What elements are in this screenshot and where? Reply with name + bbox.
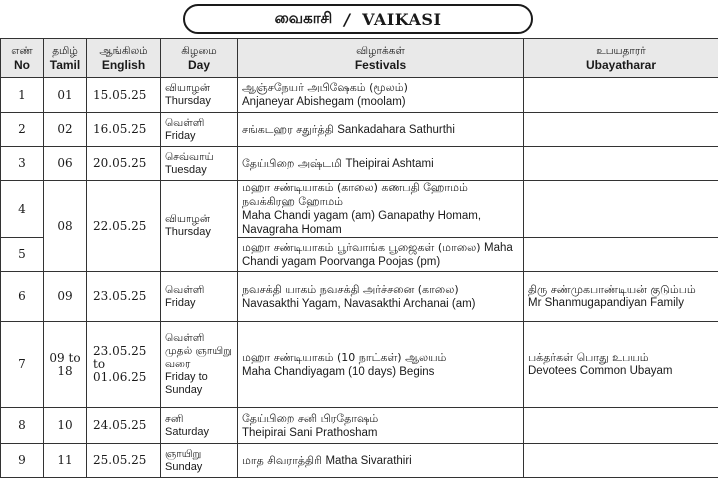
cell-ubayatharar <box>524 113 718 147</box>
cell-english-date: 20.05.25 <box>87 147 161 181</box>
cell-english-date: 16.05.25 <box>87 113 161 147</box>
table-row <box>1 444 718 478</box>
cell-ubayatharar <box>524 238 718 272</box>
title-separator: / <box>344 10 350 29</box>
cell-festival: தேய்பிறை அஷ்டமி Theipirai Ashtami <box>238 147 524 181</box>
cell-ubayatharar <box>524 408 718 444</box>
table-row <box>1 113 718 147</box>
cell-no: 5 <box>1 238 44 272</box>
cell-festival: மஹா சண்டியாகம் (10 நாட்கள்) ஆலயம் Maha Chandiyagam (10 days) Begins <box>238 322 524 408</box>
cell-ubayatharar <box>524 444 718 478</box>
cell-tamil-date: 06 <box>44 147 87 181</box>
cell-english-date: 24.05.25 <box>87 408 161 444</box>
header-english: ஆங்கிலம் English <box>87 39 161 78</box>
cell-ubayatharar <box>524 147 718 181</box>
cell-english-date: 22.05.25 <box>87 181 161 272</box>
cell-festival: நவசக்தி யாகம் நவசக்தி அர்ச்சனை (காலை) Navasakthi Yagam, Navasakthi Archanai (am) <box>238 272 524 322</box>
cell-no: 9 <box>1 444 44 478</box>
cell-no: 1 <box>1 78 44 113</box>
cell-no: 6 <box>1 272 44 322</box>
title-english: VAIKASI <box>362 10 441 29</box>
cell-ubayatharar <box>524 181 718 238</box>
cell-festival: மாத சிவராத்திரி Matha Sivarathiri <box>238 444 524 478</box>
cell-tamil-date: 11 <box>44 444 87 478</box>
month-title-banner <box>183 4 533 34</box>
cell-ubayatharar: திரு சண்முகபாண்டியன் குடும்பம் Mr Shanmugapandiyan Family <box>524 272 718 322</box>
cell-tamil-date: 10 <box>44 408 87 444</box>
header-ubayatharar: உபயதாரர் Ubayatharar <box>524 39 718 78</box>
cell-no: 8 <box>1 408 44 444</box>
header-day: கிழமை Day <box>161 39 238 78</box>
cell-tamil-date: 01 <box>44 78 87 113</box>
cell-ubayatharar: பக்தர்கள் பொது உபயம் Devotees Common Ubayam <box>524 322 718 408</box>
table-header-row <box>1 39 718 78</box>
table-row <box>1 272 718 322</box>
table-row <box>1 408 718 444</box>
cell-tamil-date: 09 <box>44 272 87 322</box>
cell-festival: சங்கடஹர சதுர்த்தி Sankadahara Sathurthi <box>238 113 524 147</box>
cell-tamil-date: 08 <box>44 181 87 272</box>
cell-day: ஞாயிறு Sunday <box>161 444 238 478</box>
cell-no: 2 <box>1 113 44 147</box>
cell-festival: தேய்பிறை சனி பிரதோஷம் Theipirai Sani Prathosham <box>238 408 524 444</box>
cell-festival: மஹா சண்டியாகம் (காலை) கணபதி ஹோமம் நவக்கிரஹ ஹோமம் Maha Chandi yagam (am) Ganapathy Homam, Navagraha Homam <box>238 181 524 238</box>
cell-festival: ஆஞ்சநேயர் அபிஷேகம் (மூலம்) Anjaneyar Abishegam (moolam) <box>238 78 524 113</box>
title-tamil: வைகாசி <box>275 9 333 29</box>
cell-tamil-date: 02 <box>44 113 87 147</box>
cell-english-date: 23.05.25 <box>87 272 161 322</box>
table-row <box>1 78 718 113</box>
cell-english-date: 23.05.25 to 01.06.25 <box>87 322 161 408</box>
cell-no: 4 <box>1 181 44 238</box>
cell-day: வெள்ளி Friday <box>161 272 238 322</box>
cell-english-date: 25.05.25 <box>87 444 161 478</box>
cell-day: வியாழன் Thursday <box>161 181 238 272</box>
cell-ubayatharar <box>524 78 718 113</box>
table-row <box>1 181 718 238</box>
cell-day: சனி Saturday <box>161 408 238 444</box>
cell-english-date: 15.05.25 <box>87 78 161 113</box>
cell-tamil-date: 09 to 18 <box>44 322 87 408</box>
header-no: எண் No <box>1 39 44 78</box>
festival-table <box>0 38 718 478</box>
cell-festival: மஹா சண்டியாகம் பூர்வாங்க பூஜைகள் (மாலை) Maha Chandi yagam Poorvanga Poojas (pm) <box>238 238 524 272</box>
cell-day: செவ்வாய் Tuesday <box>161 147 238 181</box>
cell-day: வெள்ளி முதல் ஞாயிறு வரை Friday to Sunday <box>161 322 238 408</box>
cell-no: 7 <box>1 322 44 408</box>
table-row <box>1 147 718 181</box>
cell-no: 3 <box>1 147 44 181</box>
table-row <box>1 322 718 408</box>
cell-day: வியாழன் Thursday <box>161 78 238 113</box>
cell-day: வெள்ளி Friday <box>161 113 238 147</box>
header-tamil: தமிழ் Tamil <box>44 39 87 78</box>
header-festivals: விழாக்கள் Festivals <box>238 39 524 78</box>
